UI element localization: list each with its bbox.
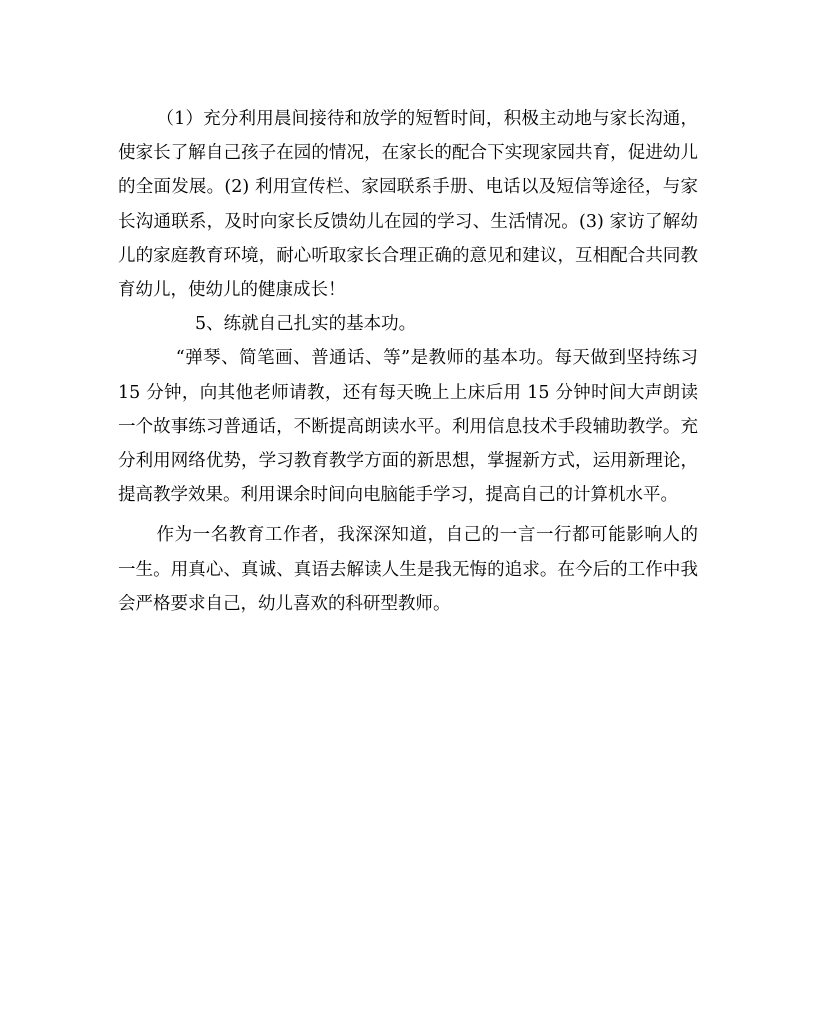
paragraph-basic-skills: “弹琴、简笔画、普通话、等”是教师的基本功。每天做到坚持练习 15 分钟，向其他老师请教，还有每天晚上上床后用 15 分钟时间大声朗读一个故事练习普通话，不断提高朗读水平。利用信息技术手段辅助教学。充分利用网络优势，学习教育教学方面的新思想，掌握新方式，运用新理论，提高教学效果。利用课余时间向电脑能手学习，提高自己的计算机水平。 [118,348,698,506]
document-body [118,102,698,621]
section-heading-basic-skills: 5、练就自己扎实的基本功。 [195,314,417,335]
paragraph-parent-communication: （1）充分利用晨间接待和放学的短暂时间，积极主动地与家长沟通，使家长了解自己孩子在园的情况，在家长的配合下实现家园共育，促进幼儿的全面发展。(2) 利用宣传栏、家园联系手册、电话以及短信等途径，与家长沟通联系，及时向家长反馈幼儿在园的学习、生活情况。(3) 家访了解幼儿的家庭教育环境，耐心听取家长合理正确的意见和建议，互相配合共同教育幼儿，使幼儿的健康成长！ [118,109,698,301]
paragraph-conclusion: 作为一名教育工作者，我深深知道，自己的一言一行都可能影响人的一生。用真心、真诚、真语去解读人生是我无悔的追求。在今后的工作中我会严格要求自己，幼儿喜欢的科研型教师。 [118,525,698,614]
